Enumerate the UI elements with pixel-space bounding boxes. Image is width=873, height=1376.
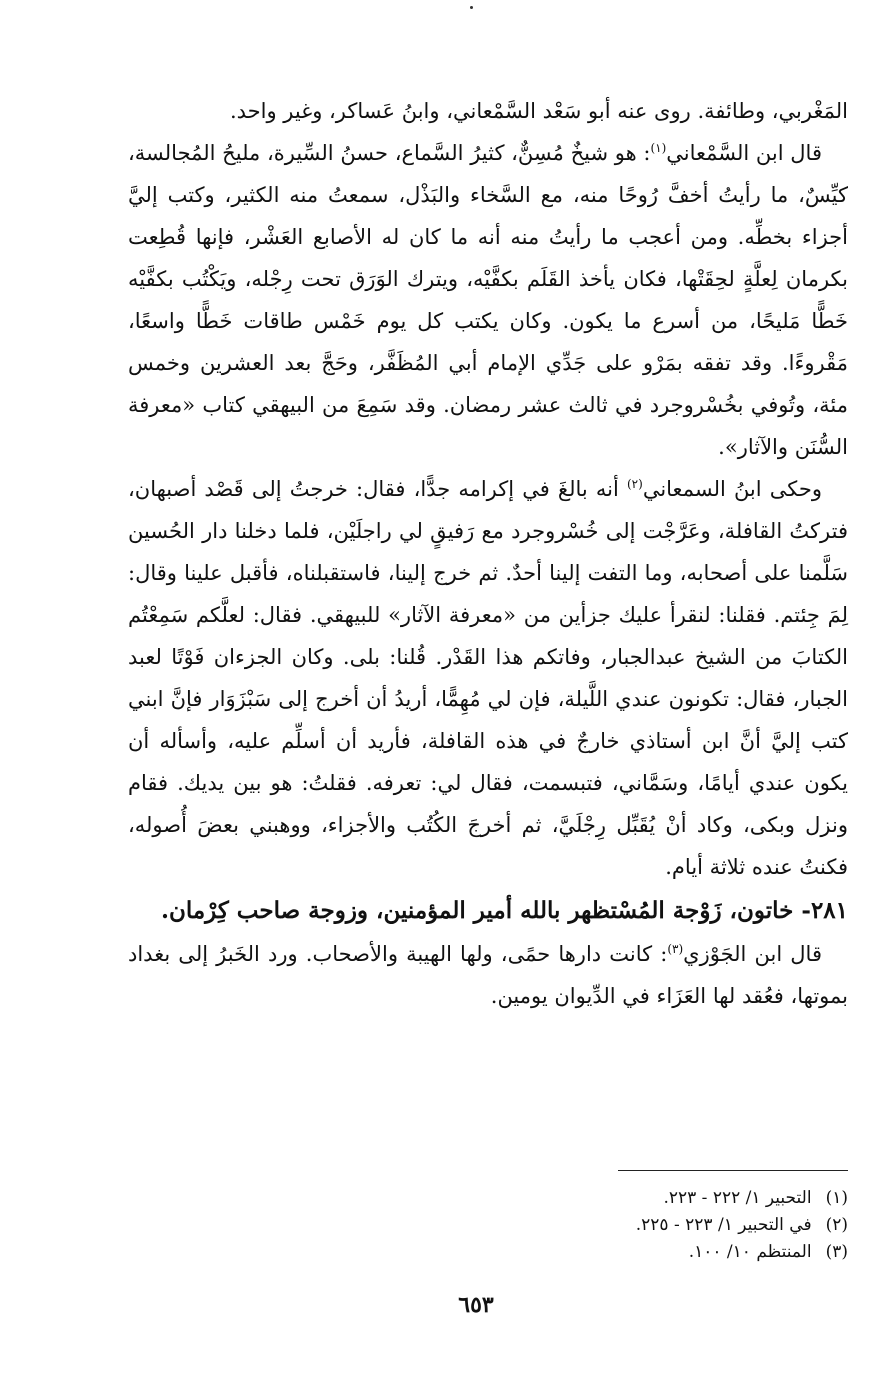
footnote-ref-1: (١) [650,141,667,155]
paragraph-text: : كانت دارها حمًى، ولها الهيبة والأصحاب. ورد الخَبرُ إلى بغداد بموتها، فعُقد لها العَزَاء في الدِّيوان يومين. [128,942,848,1008]
paragraph-ibn-jawzi-quote [128,933,848,1017]
footnote-text: في التحبير ١/ ٢٢٣ - ٢٢٥. [635,1215,812,1235]
footnote-text: التحبير ١/ ٢٢٢ - ٢٢٣. [663,1188,812,1208]
page-number: ٦٥٣ [458,1292,494,1318]
footnote-item [300,1185,848,1212]
entry-heading-281: ٢٨١- خاتون، زَوْجة المُسْتظهر بالله أمير المؤمنين، وزوجة صاحب كِرْمان. [160,897,848,924]
footnote-ref-2: (٢) [626,477,643,491]
footnote-number: (١) [825,1188,848,1208]
paragraph-ibn-samani-story [128,468,848,888]
paragraph-text: المَغْربي، وطائفة. روى عنه أبو سَعْد السَّمْعاني، وابنُ عَساكر، وغير واحد. [229,99,848,123]
paragraph-lead: قال ابن الجَوْزي [683,942,822,966]
paragraph-lead: قال ابن السَّمْعاني [666,141,822,165]
paragraph-continuation [128,90,848,132]
paragraph-text: أنه بالغَ في إكرامه جدًّا، فقال: خرجتُ إلى قَصْد أصبهان، فتركتُ القافلة، وعَرَّجْت إلى خُسْروجرد مع رَفيقٍ لي راجلَيْن، فلما دخلنا دار الحُسين سَلَّمنا على أصحابه، وما التفت إلينا أحدٌ. ثم خرج إلينا، فاستقبلناه، فأقبل علينا وقال: لِمَ جِئتم. فقلنا: لنقرأ عليك جزأين من «معرفة الآثار» للبيهقي. فقال: لعلَّكم سَمِعْتُم الكتابَ من الشيخ عبدالجبار، وفاتكم هذا القَدْر. قُلنا: بلى. وكان الجزءان فَوْتًا لعبد الجبار، فقال: تكونون عندي اللَّيلة، فإن لي مُهِمًّا، أريدُ أن أخرج إلى سَبْزَوَار فإنَّ ابني كتب إليَّ أنَّ ابن أستاذي خارجٌ في هذه القافلة، فأريد أن أسلِّم عليه، وأسأله أن يكون عندي أيامًا، وسَمَّاني، فتبسمت، فقال لي: تعرفه. فقلتُ: هو بين يديك. فقام ونزل وبكى، وكاد أنْ يُقَبِّل رِجْلَيَّ، ثم أخرجَ الكُتُب والأجزاء، ووهبني بعضَ أُصوله، فكنتُ عنده ثلاثة أيام. [128,477,848,879]
paragraph-ibn-samani-quote [128,132,848,468]
footnote-ref-3: (٣) [667,942,684,956]
footnote-item [300,1239,848,1266]
footnote-divider [618,1170,848,1171]
footnote-item [300,1212,848,1239]
footnote-number: (٣) [825,1242,848,1262]
footnote-number: (٢) [825,1215,848,1235]
page-speck [470,6,473,9]
paragraph-text: : هو شيخٌ مُسِنٌّ، كثيرُ السَّماع، حسنُ السِّيرة، مليحُ المُجالسة، كيِّسٌ، ما رأيتُ أخفَّ رُوحًا منه، مع السَّخاء والبَذْل، سمعتُ منه الكثير، وكتب إليَّ أجزاء بخطِّه. ومن أعجب ما رأيتُ منه أنه ما كان له الأصابع العَشْر، فإنها قُطِعت بكرمان لِعلَّةٍ لحِقَتْها، فكان يأخذ القَلَم بكفَّيْه، ويترك الوَرَق تحت رِجْله، ويَكْتُب بكفَّيْه خَطًّا مَليحًا، من أسرع ما يكون. وكان يكتب كل يوم خَمْس طاقات خَطًّا واسعًا، مَقْروءًا. وقد تفقه بمَرْو على جَدِّي الإمام أبي المُظَفَّر، وحَجَّ بعد العشرين وخمس مئة، وتُوفي بخُسْروجرد في ثالث عشر رمضان. وقد سَمِعَ من البيهقي كتاب «معرفة السُّنَن والآثار». [128,141,849,459]
paragraph-lead: وحكى ابنُ السمعاني [642,477,822,501]
footnotes [300,1185,848,1266]
main-text [128,90,848,1017]
footnote-text: المنتظم ١٠/ ١٠٠. [688,1242,812,1262]
